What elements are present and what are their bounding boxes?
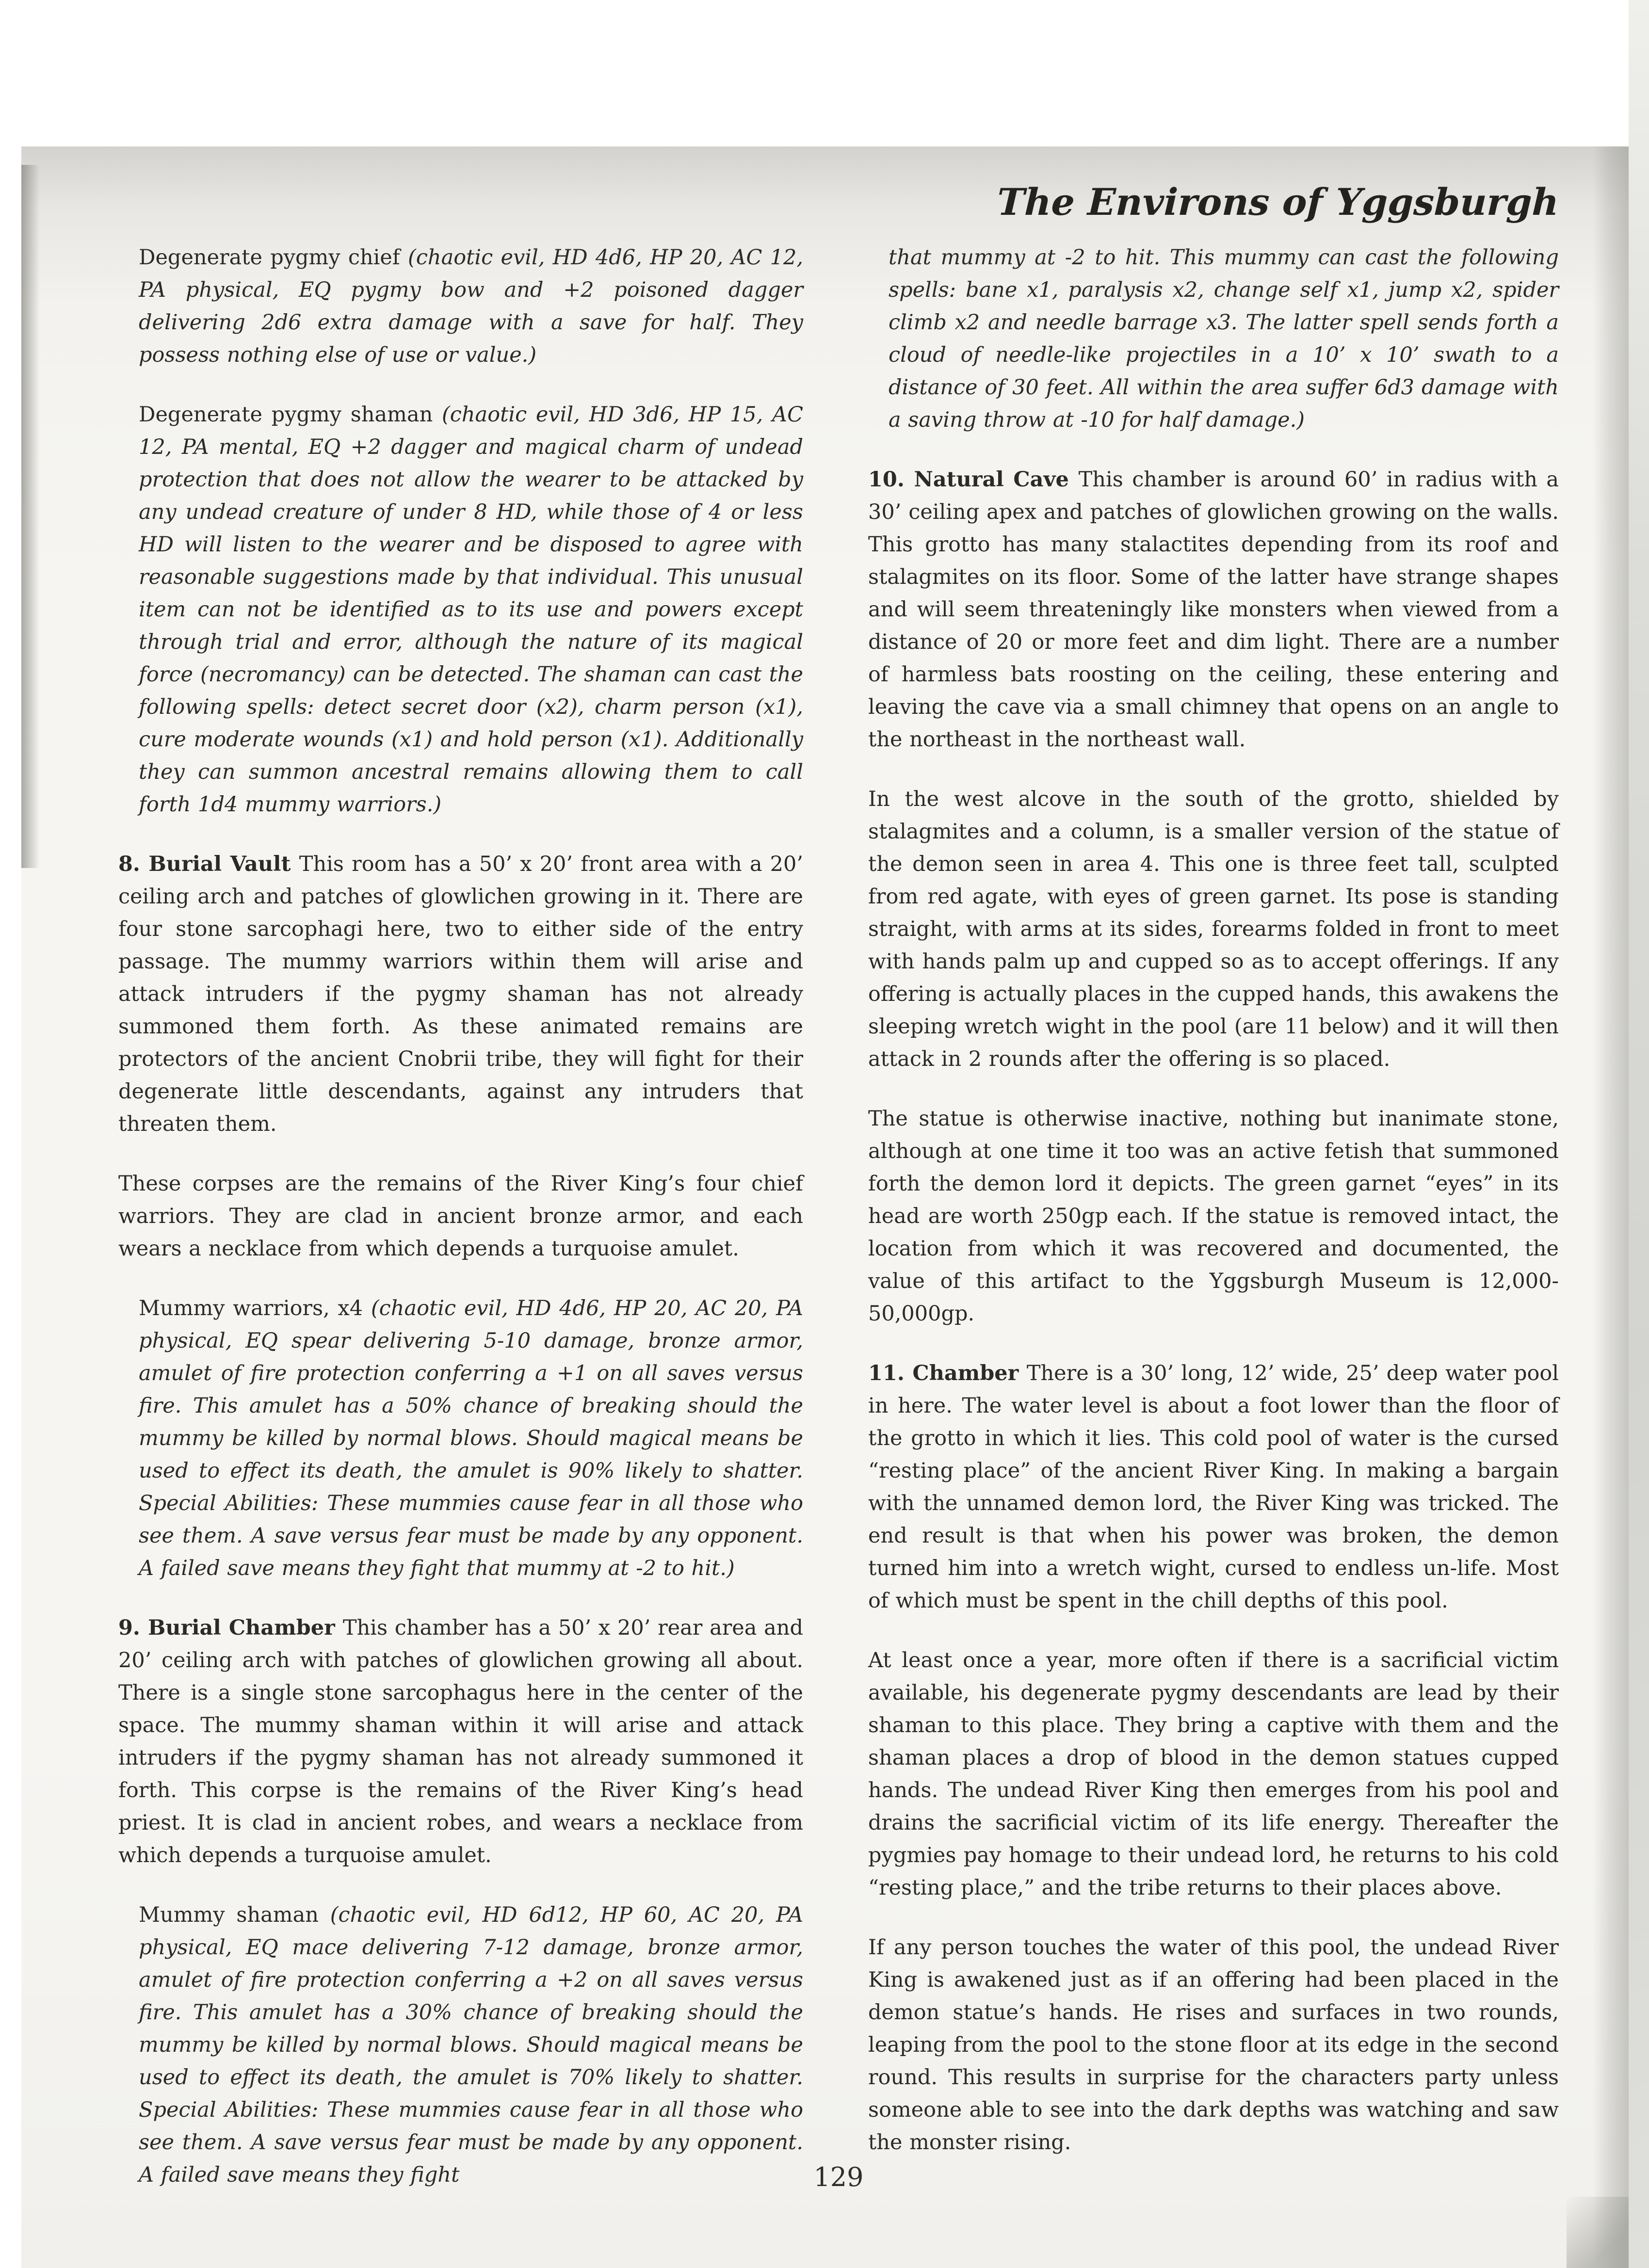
section-heading: 11. Chamber <box>868 1361 1027 1385</box>
section-paragraph <box>868 1357 1559 1617</box>
page-bottom-corner-shadow <box>1567 2197 1629 2268</box>
paragraph-lead: Degenerate pygmy shaman <box>139 402 442 427</box>
body-paragraph <box>868 1931 1559 2159</box>
paragraph-text: The statue is otherwise inactive, nothing but inanimate stone, although at one time it too was an active fetish that summoned forth the demon lord it depicts. The green garnet “eyes” in its head are worth 250gp each. If the statue is removed intact, the location from which it was recovered and documented, the value of this artifact to the Yggsburgh Museum is 12,000-50,000gp. <box>868 1107 1559 1326</box>
right-column <box>868 241 1559 2219</box>
paragraph-lead: Mummy warriors, x4 <box>139 1296 371 1320</box>
paragraph-text: (chaotic evil, HD 4d6, HP 20, AC 12, PA physical, EQ pygmy bow and +2 poisoned dagger delivering 2d6 extra damage with a save for half. They possess nothing else of use or value.) <box>139 245 804 367</box>
stat-block-paragraph <box>118 241 803 371</box>
stat-block-paragraph <box>868 241 1559 436</box>
paragraph-text: (chaotic evil, HD 6d12, HP 60, AC 20, PA physical, EQ mace delivering 7-12 damage, bronze armor, amulet of fire protection conferring a +2 on all saves versus fire. This amulet has a 30% chance of breaking should the mummy be killed by normal blows. Should magical means be used to effect its death, the amulet is 70% likely to shatter. Special Abilities: These mummies cause fear in all those who see them. A save versus fear must be made by any opponent. A failed save means they fight <box>139 1903 804 2187</box>
paragraph-text: This chamber is around 60’ in radius with a 30’ ceiling apex and patches of glowlichen growing on the walls. This grotto has many stalactites depending from its roof and stalagmites on its floor. Some of the latter have strange shapes and will seem threateningly like monsters when viewed from a distance of 20 or more feet and dim light. There are a number of harmless bats roosting on the ceiling, these entering and leaving the cave via a small chimney that opens on an angle to the northeast in the northeast wall. <box>868 467 1559 752</box>
section-heading: 8. Burial Vault <box>118 852 299 876</box>
stat-block-paragraph <box>118 399 803 821</box>
page-right-edge-shadow <box>1593 146 1629 2268</box>
page-number: 129 <box>813 2162 864 2192</box>
paragraph-text: This room has a 50’ x 20’ front area with a 20’ ceiling arch and patches of glowlichen growing in it. There are four stone sarcophagi here, two to either side of the entry passage. The mummy warriors within them will arise and attack intruders if the pygmy shaman has not already summoned them forth. As these animated remains are protectors of the ancient Cnobrii tribe, they will fight for their degenerate little descendants, against any intruders that threaten them. <box>118 852 803 1136</box>
section-paragraph <box>868 464 1559 756</box>
scan-top-edge-band <box>21 19 1629 151</box>
body-paragraph <box>118 1168 803 1265</box>
section-heading: 9. Burial Chamber <box>118 1616 343 1640</box>
body-paragraph <box>868 783 1559 1076</box>
paragraph-text: At least once a year, more often if there is a sacrificial victim available, his degenerate pygmy descendants are lead by their shaman to this place. They bring a captive with them and the shaman places a drop of blood in the demon statues cupped hands. The undead River King then emerges from his pool and drains the sacrificial victim of its life energy. Thereafter the pygmies pay homage to their undead lord, he returns to his cold “resting place,” and the tribe returns to their places above. <box>868 1648 1559 1900</box>
left-column <box>118 241 803 2219</box>
scanner-bed-strip <box>1629 0 1649 2268</box>
paragraph-text: If any person touches the water of this pool, the undead River King is awakened just as if an offering had been placed in the demon statue’s hands. He rises and surfaces in two rounds, leaping from the pool to the stone floor at its edge in the second round. This results in surprise for the characters party unless someone able to see into the dark depths was watching and saw the monster rising. <box>868 1935 1559 2155</box>
paragraph-text: This chamber has a 50’ x 20’ rear area and 20’ ceiling arch with patches of glowlichen growing all about. There is a single stone sarcophagus here in the center of the space. The mummy shaman within it will arise and attack intruders if the pygmy shaman has not already summoned it forth. This corpse is the remains of the River King’s head priest. It is clad in ancient robes, and wears a necklace from which depends a turquoise amulet. <box>118 1616 803 1867</box>
paragraph-text: These corpses are the remains of the River King’s four chief warriors. They are clad in ancient bronze armor, and each wears a necklace from which depends a turquoise amulet. <box>118 1172 803 1261</box>
paragraph-lead: Degenerate pygmy chief <box>139 245 408 270</box>
section-paragraph <box>118 848 803 1141</box>
stat-block-paragraph <box>118 1899 803 2191</box>
stat-block-paragraph <box>118 1292 803 1585</box>
running-header-title: The Environs of Yggsburgh <box>996 180 1560 224</box>
paragraph-text: In the west alcove in the south of the grotto, shielded by stalagmites and a column, is a smaller version of the statue of the demon seen in area 4. This one is three feet tall, sculpted from red agate, with eyes of green garnet. Its pose is standing straight, with arms at its sides, forearms folded in front to meet with hands palm up and cupped so as to accept offerings. If any offering is actually places in the cupped hands, this awakens the sleeping wretch wight in the pool (are 11 below) and it will then attack in 2 rounds after the offering is so placed. <box>868 787 1559 1071</box>
body-paragraph <box>868 1644 1559 1904</box>
paragraph-text: (chaotic evil, HD 4d6, HP 20, AC 20, PA physical, EQ spear delivering 5-10 damage, bronze armor, amulet of fire protection conferring a +1 on all saves versus fire. This amulet has a 50% chance of breaking should the mummy be killed by normal blows. Should magical means be used to effect its death, the amulet is 90% likely to shatter. Special Abilities: These mummies cause fear in all those who see them. A save versus fear must be made by any opponent. A failed save means they fight that mummy at -2 to hit.) <box>139 1296 803 1580</box>
paragraph-text: There is a 30’ long, 12’ wide, 25’ deep water pool in here. The water level is about a foot lower than the floor of the grotto in which it lies. This cold pool of water is the cursed “resting place” of the ancient River King. In making a bargain with the unnamed demon lord, the River King was tricked. The end result is that when his power was broken, the demon turned him into a wretch wight, cursed to endless un-life. Most of which must be spent in the chill depths of this pool. <box>868 1361 1559 1613</box>
paragraph-text: (chaotic evil, HD 3d6, HP 15, AC 12, PA mental, EQ +2 dagger and magical charm of undead protection that does not allow the wearer to be attacked by any undead creature of under 8 HD, while those of 4 or less HD will listen to the wearer and be disposed to agree with reasonable suggestions made by that individual. This unusual item can not be identified as to its use and powers except through trial and error, although the nature of its magical force (necromancy) can be detected. The shaman can cast the following spells: detect secret door (x2), charm person (x1), cure moderate wounds (x1) and hold person (x1). Additionally they can summon ancestral remains allowing them to call forth 1d4 mummy warriors.) <box>139 402 803 817</box>
section-heading: 10. Natural Cave <box>868 467 1079 492</box>
paragraph-lead: Mummy shaman <box>139 1903 330 1927</box>
page-left-edge-shadow <box>21 165 40 868</box>
text-columns <box>118 241 1559 2219</box>
paragraph-text: that mummy at -2 to hit. This mummy can cast the following spells: bane x1, paralysis x2, change self x1, jump x2, spider climb x2 and needle barrage x3. The latter spell sends forth a cloud of needle-like projectiles in a 10’ x 10’ swath to a distance of 30 feet. All within the area suffer 6d3 damage with a saving throw at -10 for half damage.) <box>889 245 1559 432</box>
section-paragraph <box>118 1612 803 1872</box>
body-paragraph <box>868 1103 1559 1330</box>
